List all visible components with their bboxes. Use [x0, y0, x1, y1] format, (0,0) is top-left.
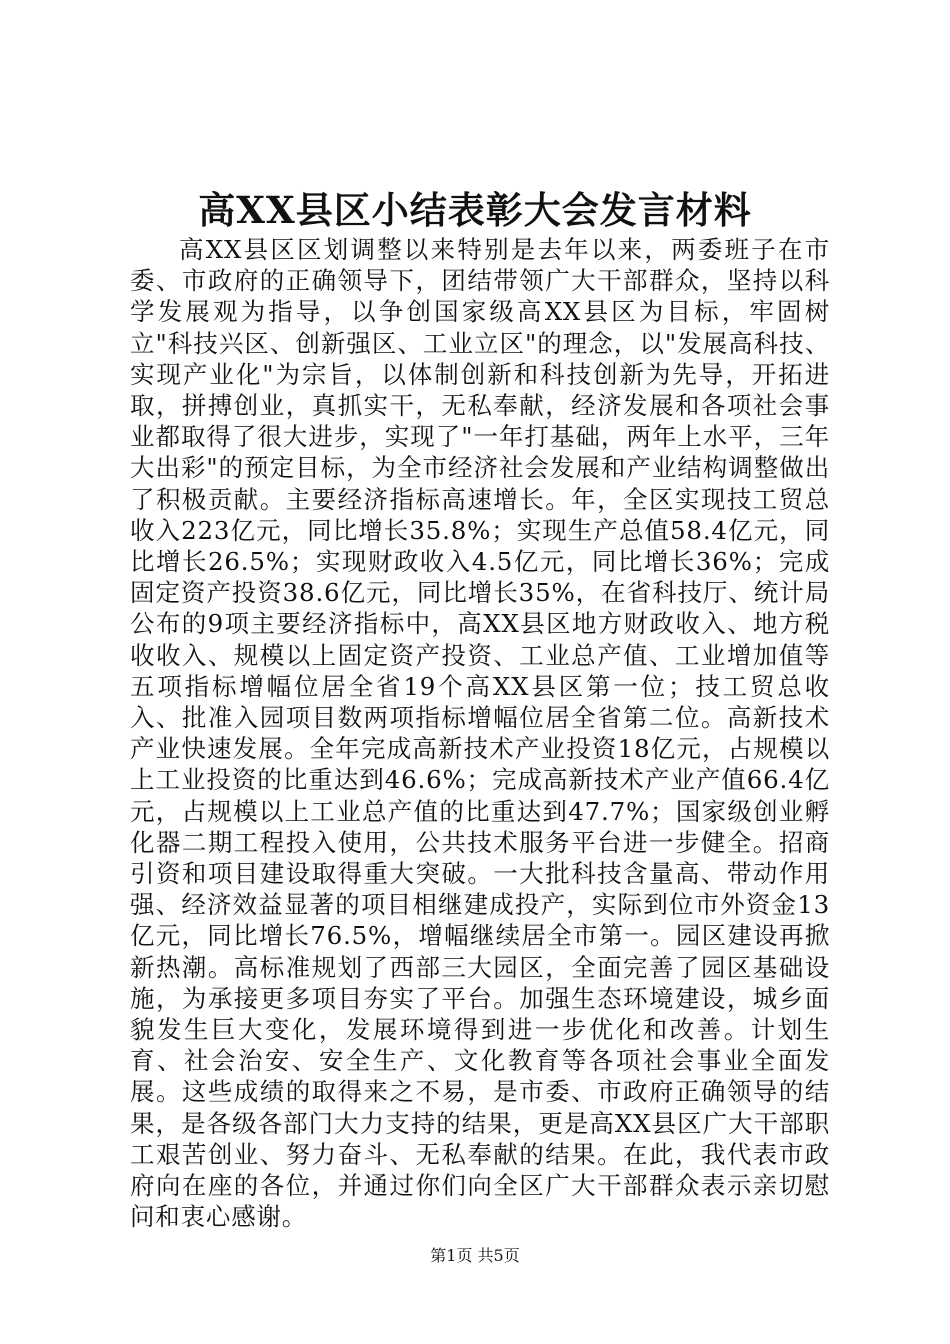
page-number-footer: 第1页 共5页	[430, 1246, 520, 1265]
body-paragraph: 高XX县区区划调整以来特别是去年以来，两委班子在市委、市政府的正确领导下，团结带领广大干部群众，坚持以科学发展观为指导，以争创国家级高XX县区为目标，牢固树立"科技兴区、创新强区、工业立区"的理念，以"发展高科技、实现产业化"为宗旨，以体制创新和科技创新为先导，开拓进取，拼搏创业，真抓实干，无私奉献，经济发展和各项社会事业都取得了很大进步，实现了"一年打基础，两年上水平，三年大出彩"的预定目标，为全市经济社会发展和产业结构调整做出了积极贡献。主要经济指标高速增长。年，全区实现技工贸总收入223亿元，同比增长35.8%；实现生产总值58.4亿元，同比增长26.5%；实现财政收入4.5亿元，同比增长36%；完成固定资产投资38.6亿元，同比增长35%，在省科技厅、统计局公布的9项主要经济指标中，高XX县区地方财政收入、地方税收收入、规模以上固定资产投资、工业总产值、工业增加值等五项指标增幅位居全省19个高XX县区第一位；技工贸总收入、批准入园项目数两项指标增幅位居全省第二位。高新技术产业快速发展。全年完成高新技术产业投资18亿元，占规模以上工业投资的比重达到46.6%；完成高新技术产业产值66.4亿元，占规模以上工业总产值的比重达到47.7%；国家级创业孵化器二期工程投入使用，公共技术服务平台进一步健全。招商引资和项目建设取得重大突破。一大批科技含量高、带动作用强、经济效益显著的项目相继建成投产，实际到位市外资金13亿元，同比增长76.5%，增幅继续居全市第一。园区建设再掀新热潮。高标准规划了西部三大园区，全面完善了园区基础设施，为承接更多项目夯实了平台。加强生态环境建设，城乡面貌发生巨大变化，发展环境得到进一步优化和改善。计划生育、社会治安、安全生产、文化教育等各项社会事业全面发展。这些成绩的取得来之不易，是市委、市政府正确领导的结果，是各级各部门大力支持的结果，更是高XX县区广大干部职工艰苦创业、努力奋斗、无私奉献的结果。在此，我代表市政府向在座的各位，并通过你们向全区广大干部群众表示亲切慰问和衷心感谢。	[130, 235, 830, 1232]
document-title: 高XX县区小结表彰大会发言材料	[198, 188, 752, 232]
